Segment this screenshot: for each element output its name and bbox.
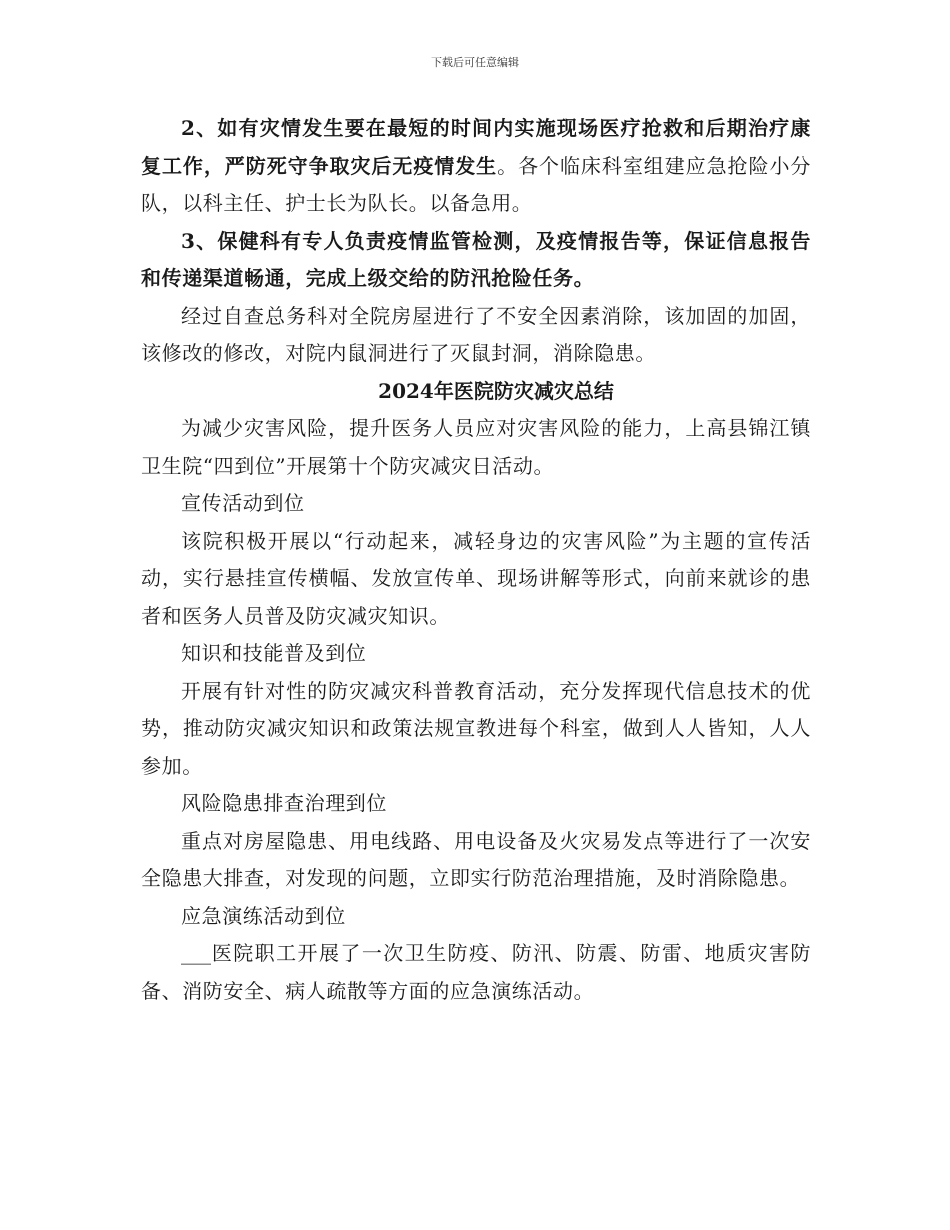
paragraph-publicity: 该院积极开展以“行动起来，减轻身边的灾害风险”为主题的宣传活动，实行悬挂宣传横幅、发放宣传单、现场讲解等形式，向前来就诊的患者和医务人员普及防灾减灾知识。	[141, 528, 811, 628]
paragraph-drill	[141, 935, 811, 1010]
page-header-note: 下载后可任意编辑	[431, 56, 519, 69]
bold-text: 2、如有灾情发生要在最短的时间内实施现场医疗抢救和后期治疗康复工作，严防死守争取灾后无疫情发生	[141, 116, 811, 178]
blank-underline: ___	[181, 941, 211, 965]
paragraph-self-check: 经过自查总务科对全院房屋进行了不安全因素消除，该加固的加固，该修改的修改，对院内鼠洞进行了灭鼠封洞，消除隐患。	[141, 303, 811, 365]
paragraph-risk: 重点对房屋隐患、用电线路、用电设备及火灾易发点等进行了一次安全隐患大排查，对发现的问题，立即实行防范治理措施，及时消除隐患。	[141, 828, 811, 890]
paragraph-health-dept	[141, 223, 811, 298]
section-heading-risk: 风险隐患排查治理到位	[181, 791, 387, 815]
section-heading-knowledge: 知识和技能普及到位	[181, 641, 367, 665]
normal-text: 医院职工开展了一次卫生防疫、防汛、防震、防雷、地质灾害防备、消防安全、病人疏散等方面的应急演练活动。	[141, 941, 811, 1003]
paragraph-medical-rescue	[141, 110, 811, 223]
section-heading-drill: 应急演练活动到位	[181, 903, 346, 928]
bold-text: 3、保健科有专人负责疫情监管检测，及疫情报告等，保证信息报告和传递渠道畅通，完成上级交给的防汛抢险任务。	[141, 228, 811, 290]
section-heading-publicity: 宣传活动到位	[181, 491, 305, 515]
document-title: 2024年医院防灾减灾总结	[378, 378, 614, 403]
paragraph-intro: 为减少灾害风险，提升医务人员应对灾害风险的能力，上高县锦江镇卫生院“四到位”开展第十个防灾减灾日活动。	[141, 416, 811, 478]
document-body	[141, 110, 811, 1010]
paragraph-knowledge: 开展有针对性的防灾减灾科普教育活动，充分发挥现代信息技术的优势，推动防灾减灾知识和政策法规宣教进每个科室，做到人人皆知，人人参加。	[141, 678, 811, 778]
normal-text: 。各个临床科室组建应急抢险小分队，以科主任、护士长为队长。以备急用。	[141, 153, 812, 215]
